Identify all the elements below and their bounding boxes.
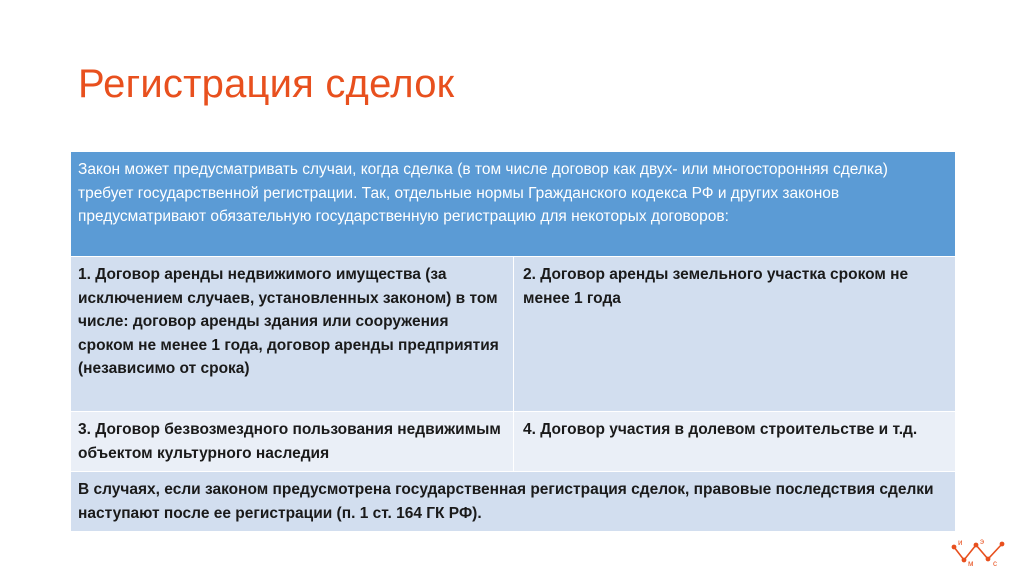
logo-letter: э	[980, 537, 985, 546]
table-header-row	[71, 152, 956, 257]
table-footer-cell: В случаях, если законом предусмотрена государственная регистрация сделок, правовые последствия сделки наступают после ее регистрации (п. 1 ст. 164 ГК РФ).	[71, 472, 956, 532]
info-table	[70, 151, 956, 532]
table-row	[71, 257, 956, 412]
table-cell-item-3: 3. Договор безвозмездного пользования недвижимым объектом культурного наследия	[71, 412, 514, 472]
table-cell-item-4: 4. Договор участия в долевом строительстве и т.д.	[514, 412, 956, 472]
logo-letter: м	[968, 559, 974, 567]
logo-dot	[1000, 542, 1005, 547]
logo-dot	[986, 557, 991, 562]
logo-dot	[974, 543, 979, 548]
logo-dot	[952, 545, 957, 550]
table-header-cell: Закон может предусматривать случаи, когда сделка (в том числе договор как двух- или многосторонняя сделка) требует государственной регистрации. Так, отдельные нормы Гражданского кодекса РФ и других законов предусматривают обязательную государственную регистрацию для некоторых договоров:	[71, 152, 956, 257]
imes-logo	[950, 535, 1010, 567]
table-cell-item-2: 2. Договор аренды земельного участка сроком не менее 1 года	[514, 257, 956, 412]
table-row	[71, 412, 956, 472]
logo-dot	[962, 558, 967, 563]
table-cell-item-1: 1. Договор аренды недвижимого имущества (за исключением случаев, установленных законом) в том числе: договор аренды здания или сооружения сроком не менее 1 года, договор аренды предприятия (независимо от срока)	[71, 257, 514, 412]
slide-title: Регистрация сделок	[78, 62, 455, 106]
table-footer-row	[71, 472, 956, 532]
logo-letter: и	[958, 538, 963, 547]
logo-letter: с	[993, 559, 997, 567]
